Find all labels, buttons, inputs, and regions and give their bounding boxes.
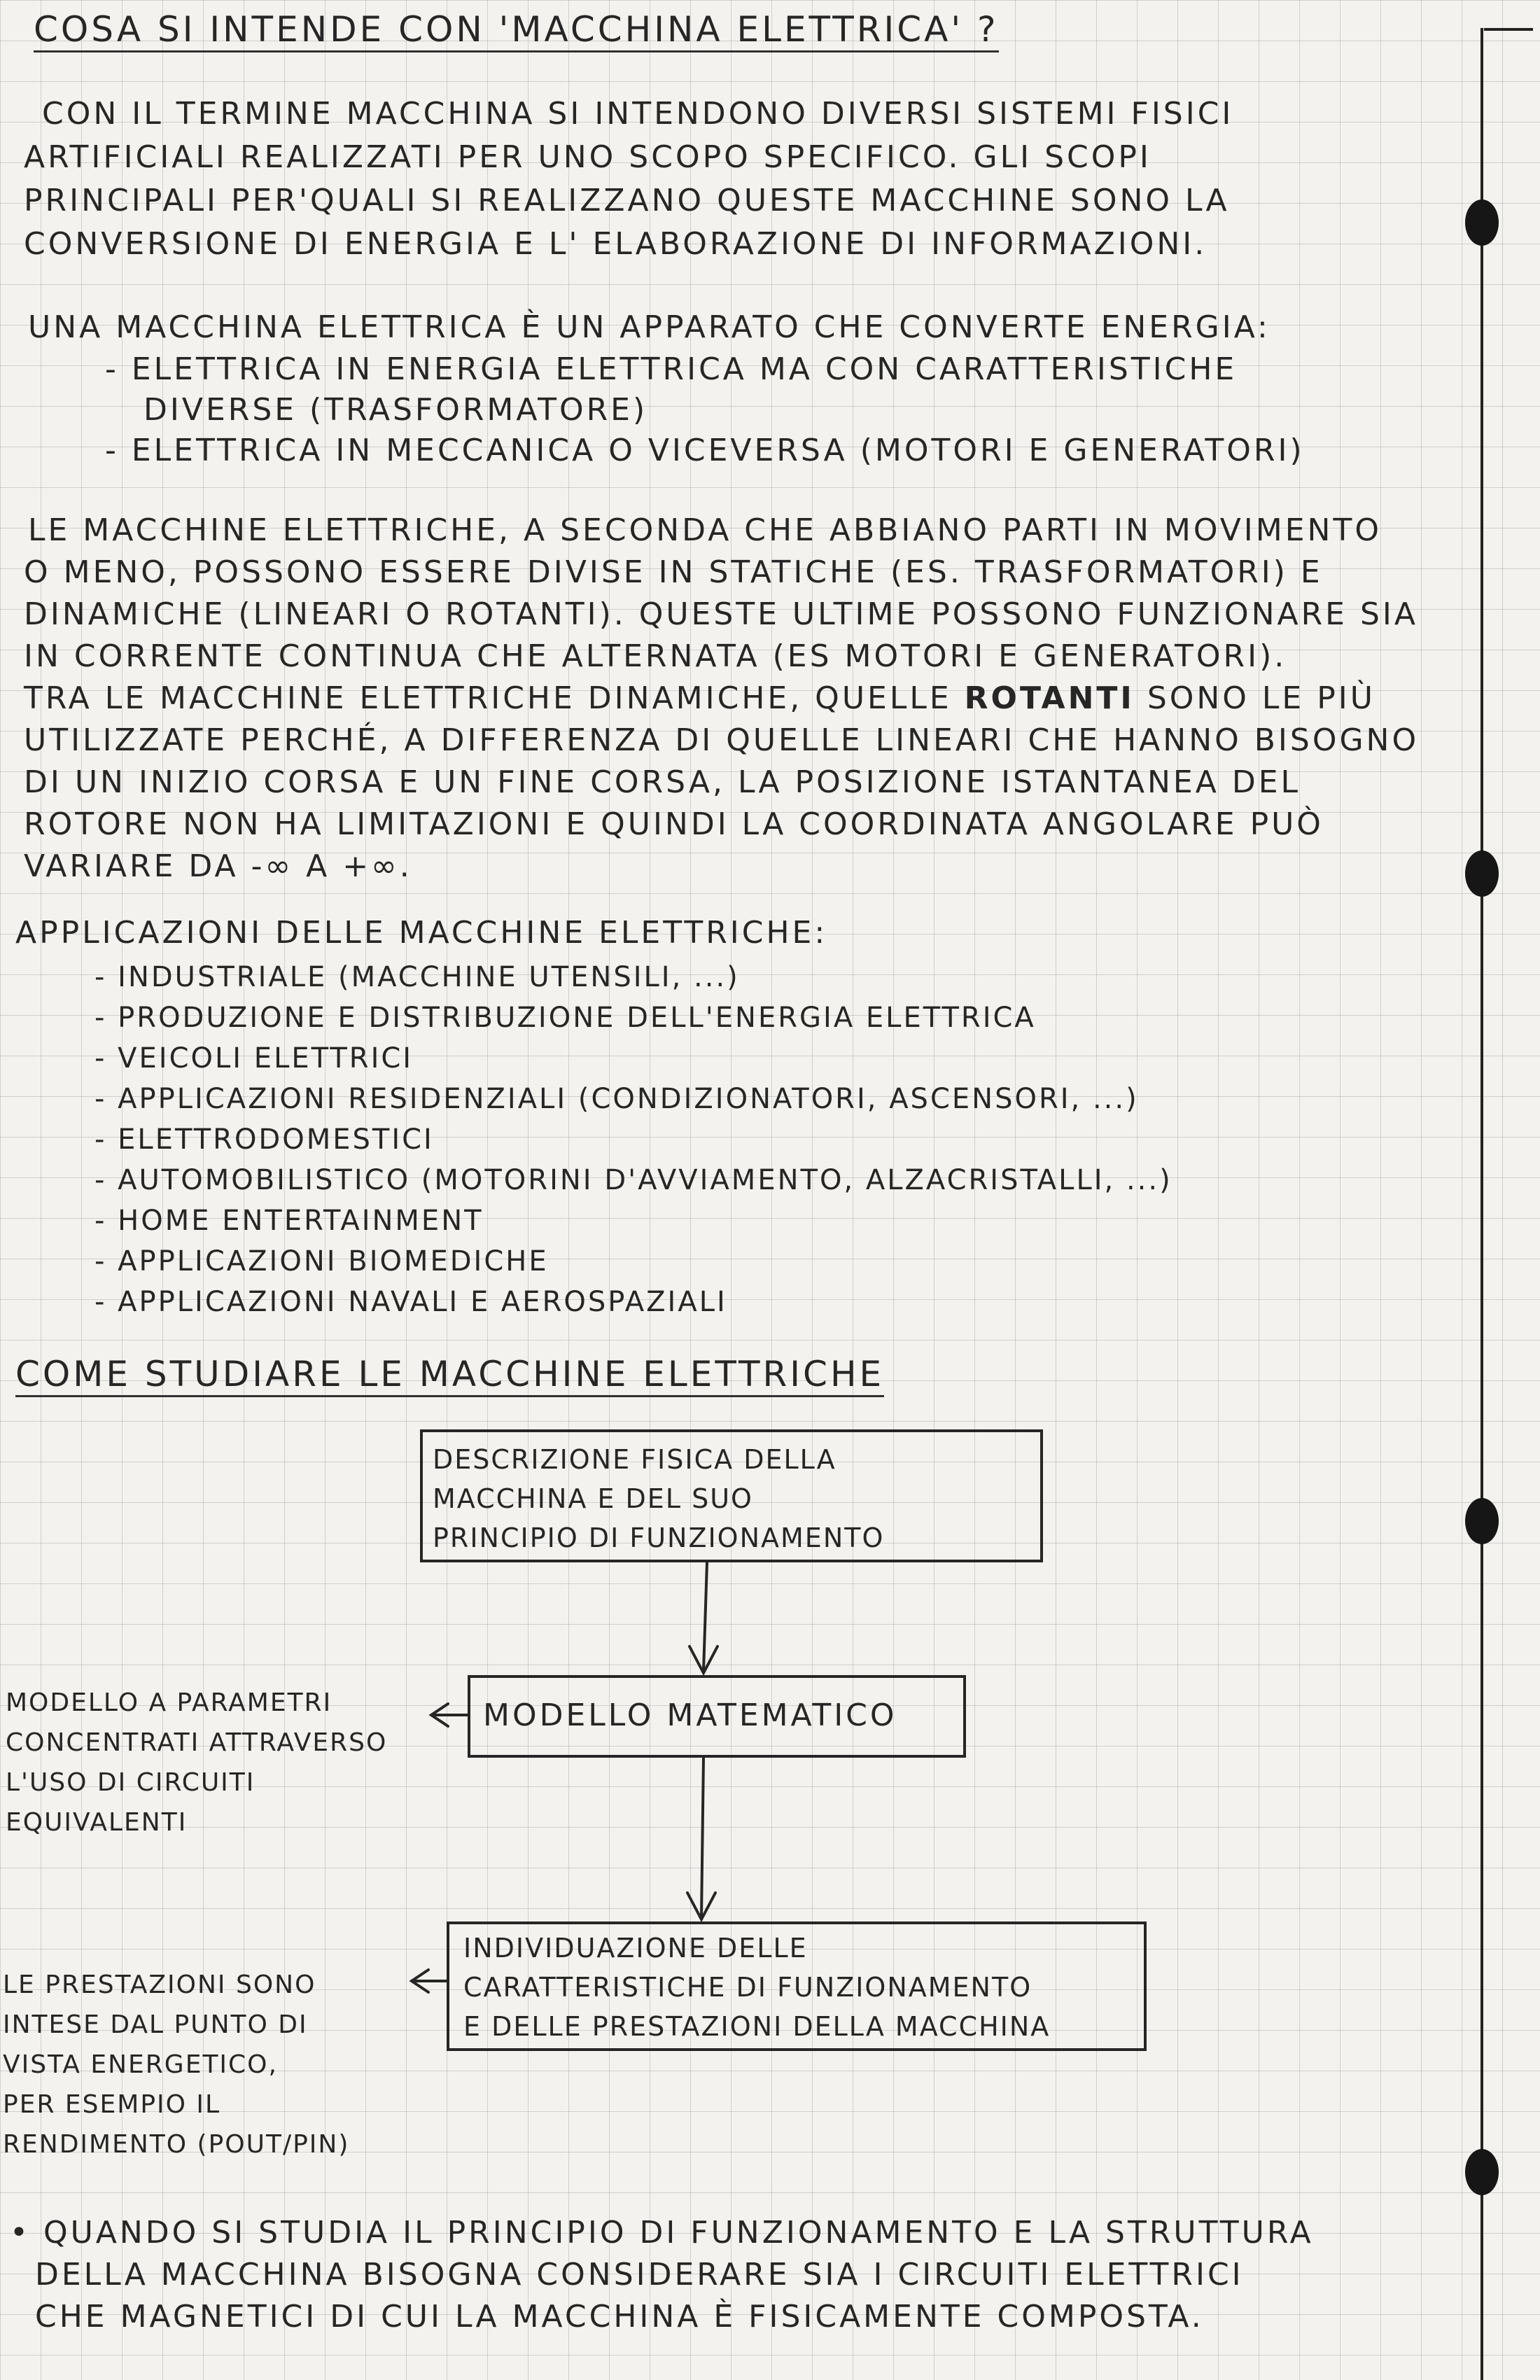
side-note-line: LE PRESTAZIONI SONO: [3, 1970, 316, 1999]
intro-line: PRINCIPALI PER'QUALI SI REALIZZANO QUESTE MACCHINE SONO LA: [24, 183, 1230, 218]
classification-line: ROTORE NON HA LIMITAZIONI E QUINDI LA COORDINATA ANGOLARE PUÒ: [24, 806, 1324, 842]
side-note-line: EQUIVALENTI: [6, 1808, 188, 1837]
application-item: - VEICOLI ELETTRICI: [94, 1042, 414, 1074]
flow-box-text: DESCRIZIONE FISICA DELLA: [433, 1444, 836, 1475]
classification-line: VARIARE DA -∞ A +∞.: [24, 848, 412, 884]
application-item: - HOME ENTERTAINMENT: [94, 1205, 484, 1237]
application-item: - APPLICAZIONI NAVALI E AEROSPAZIALI: [94, 1286, 727, 1318]
page-title: COSA SI INTENDE CON 'MACCHINA ELETTRICA' ?: [34, 10, 999, 52]
side-note-line: RENDIMENTO (POUT/PIN): [3, 2130, 350, 2159]
intro-line: CONVERSIONE DI ENERGIA E L' ELABORAZIONE DI INFORMAZIONI.: [24, 226, 1208, 262]
definition-lead: UNA MACCHINA ELETTRICA È UN APPARATO CHE CONVERTE ENERGIA:: [28, 309, 1270, 345]
classification-line: DI UN INIZIO CORSA E UN FINE CORSA, LA POSIZIONE ISTANTANEA DEL: [24, 764, 1301, 800]
intro-line: CON IL TERMINE MACCHINA SI INTENDONO DIVERSI SISTEMI FISICI: [42, 96, 1234, 132]
application-item: - PRODUZIONE E DISTRIBUZIONE DELL'ENERGIA ELETTRICA: [94, 1002, 1036, 1034]
flow-box-text: MODELLO MATEMATICO: [483, 1698, 897, 1733]
definition-item: DIVERSE (TRASFORMATORE): [144, 392, 648, 428]
side-note-line: PER ESEMPIO IL: [3, 2090, 221, 2119]
side-note-line: INTESE DAL PUNTO DI: [3, 2010, 308, 2039]
side-note-line: VISTA ENERGETICO,: [3, 2050, 278, 2079]
classification-line: UTILIZZATE PERCHÉ, A DIFFERENZA DI QUELLE LINEARI CHE HANNO BISOGNO: [24, 722, 1420, 758]
emphasis-rotanti: ROTANTI: [964, 680, 1135, 716]
classification-line: IN CORRENTE CONTINUA CHE ALTERNATA (ES MOTORI E GENERATORI).: [24, 638, 1287, 674]
arrow-down-icon: [704, 1562, 707, 1672]
intro-line: ARTIFICIALI REALIZZATI PER UNO SCOPO SPECIFICO. GLI SCOPI: [24, 139, 1152, 175]
side-note-line: MODELLO A PARAMETRI: [6, 1688, 332, 1717]
definition-item: - ELETTRICA IN ENERGIA ELETTRICA MA CON CARATTERISTICHE: [105, 351, 1238, 387]
classification-text: TRA LE MACCHINE ELETTRICHE DINAMICHE, QUELLE: [24, 680, 952, 716]
classification-text: SONO LE PIÙ: [1147, 680, 1376, 716]
footer-line: DELLA MACCHINA BISOGNA CONSIDERARE SIA I CIRCUITI ELETTRICI: [35, 2257, 1244, 2292]
definition-item: - ELETTRICA IN MECCANICA O VICEVERSA (MOTORI E GENERATORI): [105, 433, 1305, 468]
flow-box-text: E DELLE PRESTAZIONI DELLA MACCHINA: [463, 2011, 1051, 2042]
applications-title: APPLICAZIONI DELLE MACCHINE ELETTRICHE:: [15, 915, 828, 951]
study-title: COME STUDIARE LE MACCHINE ELETTRICHE: [15, 1354, 884, 1397]
flow-box-text: INDIVIDUAZIONE DELLE: [463, 1933, 808, 1963]
application-item: - APPLICAZIONI RESIDENZIALI (CONDIZIONATORI, ASCENSORI, ...): [94, 1083, 1139, 1115]
arrow-down-icon: [701, 1758, 704, 1918]
application-item: - APPLICAZIONI BIOMEDICHE: [94, 1245, 549, 1278]
application-item: - ELETTRODOMESTICI: [94, 1124, 434, 1156]
flow-box-text: PRINCIPIO DI FUNZIONAMENTO: [433, 1522, 885, 1553]
footer-line: • QUANDO SI STUDIA IL PRINCIPIO DI FUNZIONAMENTO E LA STRUTTURA: [10, 2215, 1314, 2250]
flow-box-text: CARATTERISTICHE DI FUNZIONAMENTO: [463, 1972, 1032, 2003]
classification-line: O MENO, POSSONO ESSERE DIVISE IN STATICHE (ES. TRASFORMATORI) E: [24, 554, 1323, 590]
application-item: - AUTOMOBILISTICO (MOTORINI D'AVVIAMENTO, ALZACRISTALLI, ...): [94, 1164, 1172, 1196]
classification-line: DINAMICHE (LINEARI O ROTANTI). QUESTE ULTIME POSSONO FUNZIONARE SIA: [24, 596, 1418, 632]
footer-line: CHE MAGNETICI DI CUI LA MACCHINA È FISICAMENTE COMPOSTA.: [35, 2299, 1204, 2334]
side-note-line: L'USO DI CIRCUITI: [6, 1768, 255, 1797]
flow-box-text: MACCHINA E DEL SUO: [433, 1483, 753, 1514]
application-item: - INDUSTRIALE (MACCHINE UTENSILI, ...): [94, 961, 740, 993]
classification-line: LE MACCHINE ELETTRICHE, A SECONDA CHE ABBIANO PARTI IN MOVIMENTO: [28, 512, 1382, 548]
side-note-line: CONCENTRATI ATTRAVERSO: [6, 1728, 388, 1757]
